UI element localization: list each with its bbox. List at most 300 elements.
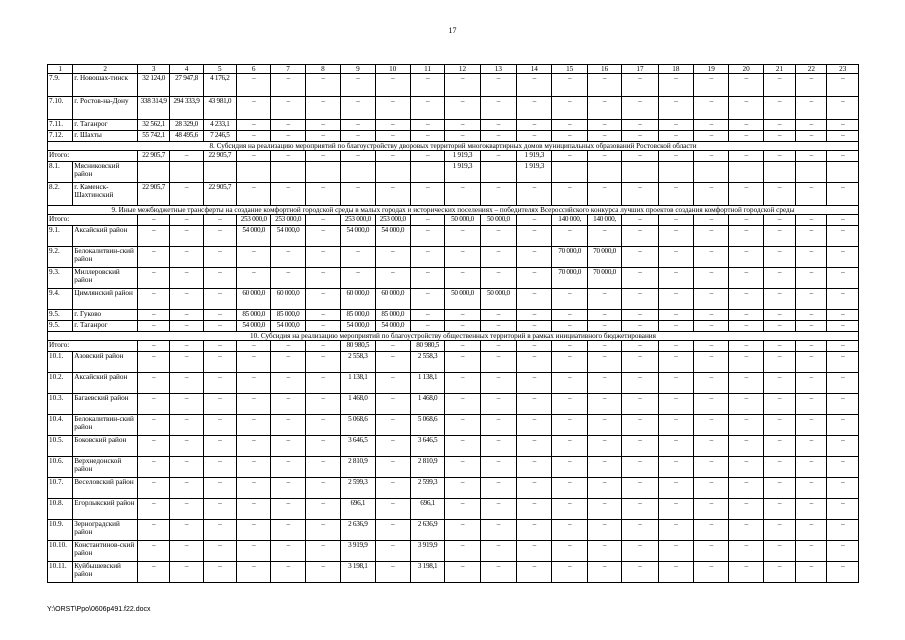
value-cell: – bbox=[694, 131, 729, 142]
value-cell: – bbox=[796, 151, 827, 162]
table-row bbox=[48, 499, 859, 520]
value-cell: – bbox=[237, 183, 271, 206]
value-cell: – bbox=[480, 97, 516, 120]
value-cell: – bbox=[658, 394, 693, 415]
value-cell: – bbox=[587, 415, 621, 436]
value-cell: – bbox=[796, 321, 827, 332]
value-cell: 1 919,3 bbox=[445, 162, 480, 183]
value-cell: – bbox=[137, 215, 169, 226]
value-cell: – bbox=[763, 310, 795, 321]
value-cell: – bbox=[763, 74, 795, 97]
value-cell: – bbox=[341, 131, 375, 142]
column-number-header: 6 bbox=[237, 65, 271, 74]
value-cell: – bbox=[552, 478, 587, 499]
value-cell: 4 233,1 bbox=[203, 120, 236, 131]
value-cell: – bbox=[827, 310, 859, 321]
value-cell: – bbox=[763, 226, 795, 247]
value-cell: – bbox=[552, 457, 587, 478]
value-cell: 140 000, bbox=[552, 215, 587, 226]
value-cell: – bbox=[517, 97, 552, 120]
table-row bbox=[48, 373, 859, 394]
row-number: 10.3. bbox=[48, 394, 73, 415]
value-cell: – bbox=[375, 97, 410, 120]
row-number: 7.12. bbox=[48, 131, 73, 142]
value-cell: – bbox=[237, 457, 271, 478]
value-cell: – bbox=[170, 562, 203, 583]
value-cell: – bbox=[587, 74, 621, 97]
value-cell: – bbox=[410, 74, 444, 97]
value-cell: 80 980,5 bbox=[341, 341, 375, 352]
value-cell: – bbox=[410, 268, 444, 289]
table-row bbox=[48, 321, 859, 332]
value-cell: – bbox=[658, 151, 693, 162]
row-number: 10.8. bbox=[48, 499, 73, 520]
value-cell: – bbox=[170, 341, 203, 352]
value-cell: – bbox=[305, 120, 340, 131]
value-cell: – bbox=[552, 373, 587, 394]
value-cell: – bbox=[587, 183, 621, 206]
municipality-name: г. Каменск-Шахтинский bbox=[73, 183, 138, 206]
value-cell: – bbox=[203, 268, 236, 289]
column-number-header: 12 bbox=[445, 65, 480, 74]
row-number: 10.7. bbox=[48, 478, 73, 499]
value-cell: – bbox=[445, 247, 480, 268]
value-cell: – bbox=[729, 457, 763, 478]
value-cell: – bbox=[480, 499, 516, 520]
value-cell: 48 495,6 bbox=[170, 131, 203, 142]
value-cell: – bbox=[796, 541, 827, 562]
municipality-name: Веселовский район bbox=[73, 478, 138, 499]
value-cell: – bbox=[729, 268, 763, 289]
value-cell: – bbox=[729, 520, 763, 541]
value-cell: 27 947,8 bbox=[170, 74, 203, 97]
municipality-name: г. Гуково bbox=[73, 310, 138, 321]
value-cell: – bbox=[341, 247, 375, 268]
row-number: 7.10. bbox=[48, 97, 73, 120]
value-cell: – bbox=[203, 394, 236, 415]
table-row bbox=[48, 183, 859, 206]
value-cell: 22 905,7 bbox=[203, 151, 236, 162]
value-cell: – bbox=[271, 394, 305, 415]
value-cell: – bbox=[480, 131, 516, 142]
value-cell: 60 000,0 bbox=[237, 289, 271, 310]
value-cell: – bbox=[622, 352, 658, 373]
value-cell bbox=[410, 162, 444, 183]
value-cell: – bbox=[445, 352, 480, 373]
value-cell: – bbox=[445, 436, 480, 457]
value-cell: – bbox=[137, 562, 169, 583]
value-cell: – bbox=[796, 562, 827, 583]
value-cell: – bbox=[827, 226, 859, 247]
value-cell: – bbox=[445, 341, 480, 352]
value-cell: – bbox=[694, 541, 729, 562]
value-cell: – bbox=[729, 120, 763, 131]
value-cell: 54 000,0 bbox=[271, 226, 305, 247]
value-cell: – bbox=[796, 97, 827, 120]
municipality-name: г. Таганрог bbox=[73, 120, 138, 131]
value-cell: – bbox=[305, 457, 340, 478]
value-cell: – bbox=[375, 436, 410, 457]
total-row bbox=[48, 341, 859, 352]
value-cell: – bbox=[170, 520, 203, 541]
value-cell: – bbox=[763, 151, 795, 162]
budget-table bbox=[47, 64, 859, 583]
value-cell: – bbox=[796, 289, 827, 310]
value-cell: – bbox=[622, 268, 658, 289]
municipality-name: г. Новошах-тинск bbox=[73, 74, 138, 97]
value-cell: – bbox=[203, 341, 236, 352]
value-cell: – bbox=[305, 321, 340, 332]
value-cell: – bbox=[763, 97, 795, 120]
value-cell: – bbox=[375, 247, 410, 268]
value-cell: – bbox=[445, 415, 480, 436]
value-cell: – bbox=[237, 131, 271, 142]
value-cell: – bbox=[517, 131, 552, 142]
value-cell: – bbox=[622, 478, 658, 499]
value-cell: – bbox=[658, 183, 693, 206]
value-cell: – bbox=[729, 415, 763, 436]
value-cell: 50 000,0 bbox=[480, 289, 516, 310]
value-cell: – bbox=[827, 97, 859, 120]
value-cell: – bbox=[480, 394, 516, 415]
value-cell: – bbox=[763, 183, 795, 206]
value-cell: – bbox=[796, 215, 827, 226]
value-cell: – bbox=[375, 74, 410, 97]
value-cell: – bbox=[375, 341, 410, 352]
value-cell: – bbox=[694, 183, 729, 206]
value-cell: – bbox=[658, 541, 693, 562]
column-number-header: 18 bbox=[658, 65, 693, 74]
value-cell: – bbox=[694, 415, 729, 436]
value-cell: – bbox=[763, 215, 795, 226]
value-cell bbox=[796, 162, 827, 183]
value-cell: 1 138,1 bbox=[410, 373, 444, 394]
value-cell: – bbox=[271, 151, 305, 162]
value-cell: – bbox=[622, 436, 658, 457]
value-cell: – bbox=[137, 478, 169, 499]
value-cell: – bbox=[445, 373, 480, 394]
value-cell: – bbox=[137, 268, 169, 289]
value-cell: 338 314,9 bbox=[137, 97, 169, 120]
value-cell: – bbox=[375, 478, 410, 499]
section-heading: 10. Субсидия на реализацию мероприятий по благоустройству общественных территорий в рамках инициативного бюджетирования bbox=[48, 332, 859, 341]
total-label: Итого: bbox=[48, 151, 138, 162]
value-cell: – bbox=[552, 151, 587, 162]
value-cell: – bbox=[729, 131, 763, 142]
value-cell: – bbox=[827, 183, 859, 206]
value-cell: – bbox=[170, 541, 203, 562]
value-cell: – bbox=[552, 352, 587, 373]
value-cell: 253 000,0 bbox=[375, 215, 410, 226]
value-cell: – bbox=[271, 520, 305, 541]
file-path-footer: Y:\ORST\Ppo\0606p491.f22.docx bbox=[47, 606, 151, 613]
value-cell: – bbox=[305, 352, 340, 373]
value-cell: – bbox=[341, 120, 375, 131]
value-cell: – bbox=[137, 289, 169, 310]
value-cell: 50 000,0 bbox=[445, 289, 480, 310]
value-cell: – bbox=[622, 373, 658, 394]
section-heading-row bbox=[48, 206, 859, 215]
value-cell: – bbox=[729, 352, 763, 373]
value-cell: – bbox=[729, 341, 763, 352]
value-cell: – bbox=[170, 415, 203, 436]
value-cell: – bbox=[587, 457, 621, 478]
value-cell: – bbox=[480, 436, 516, 457]
value-cell: – bbox=[170, 268, 203, 289]
value-cell: – bbox=[763, 499, 795, 520]
value-cell: – bbox=[271, 478, 305, 499]
table-row bbox=[48, 520, 859, 541]
value-cell: – bbox=[552, 74, 587, 97]
value-cell: – bbox=[237, 373, 271, 394]
value-cell: 22 905,7 bbox=[203, 183, 236, 206]
table-row bbox=[48, 268, 859, 289]
value-cell: – bbox=[658, 478, 693, 499]
value-cell: – bbox=[445, 457, 480, 478]
value-cell: 1 919,3 bbox=[445, 151, 480, 162]
column-number-header: 23 bbox=[827, 65, 859, 74]
value-cell bbox=[341, 162, 375, 183]
value-cell: – bbox=[271, 562, 305, 583]
value-cell: – bbox=[827, 289, 859, 310]
value-cell: 2 558,3 bbox=[410, 352, 444, 373]
value-cell: 140 000, bbox=[587, 215, 621, 226]
value-cell: – bbox=[203, 436, 236, 457]
row-number: 9.2. bbox=[48, 247, 73, 268]
value-cell: – bbox=[587, 120, 621, 131]
value-cell: – bbox=[763, 394, 795, 415]
value-cell: – bbox=[658, 457, 693, 478]
value-cell: – bbox=[796, 436, 827, 457]
value-cell: – bbox=[729, 373, 763, 394]
value-cell: – bbox=[729, 436, 763, 457]
column-number-header: 4 bbox=[170, 65, 203, 74]
value-cell: – bbox=[587, 541, 621, 562]
value-cell: 85 000,0 bbox=[271, 310, 305, 321]
table-row bbox=[48, 415, 859, 436]
value-cell: – bbox=[552, 226, 587, 247]
value-cell: – bbox=[622, 457, 658, 478]
value-cell: – bbox=[480, 321, 516, 332]
value-cell: – bbox=[552, 97, 587, 120]
value-cell: 3 919,9 bbox=[410, 541, 444, 562]
value-cell: – bbox=[480, 520, 516, 541]
value-cell: – bbox=[375, 541, 410, 562]
value-cell: – bbox=[203, 215, 236, 226]
value-cell: – bbox=[763, 436, 795, 457]
value-cell: – bbox=[694, 74, 729, 97]
value-cell: – bbox=[587, 520, 621, 541]
page-number: 17 bbox=[448, 26, 457, 35]
value-cell: 4 176,2 bbox=[203, 74, 236, 97]
value-cell: – bbox=[827, 478, 859, 499]
value-cell: – bbox=[552, 520, 587, 541]
value-cell bbox=[271, 162, 305, 183]
value-cell: – bbox=[827, 457, 859, 478]
value-cell bbox=[237, 162, 271, 183]
value-cell: – bbox=[763, 131, 795, 142]
value-cell: 70 000,0 bbox=[552, 268, 587, 289]
value-cell: – bbox=[552, 541, 587, 562]
value-cell bbox=[658, 162, 693, 183]
value-cell: – bbox=[694, 226, 729, 247]
value-cell: – bbox=[763, 341, 795, 352]
value-cell: – bbox=[480, 268, 516, 289]
value-cell: – bbox=[587, 562, 621, 583]
value-cell: – bbox=[305, 74, 340, 97]
value-cell: – bbox=[763, 373, 795, 394]
value-cell: – bbox=[763, 478, 795, 499]
value-cell: – bbox=[658, 74, 693, 97]
value-cell: – bbox=[137, 457, 169, 478]
value-cell: – bbox=[796, 74, 827, 97]
value-cell: – bbox=[694, 247, 729, 268]
municipality-name: г. Таганрог bbox=[73, 321, 138, 332]
value-cell: 3 198,1 bbox=[410, 562, 444, 583]
value-cell: 5 068,6 bbox=[341, 415, 375, 436]
value-cell: – bbox=[658, 499, 693, 520]
value-cell: – bbox=[305, 97, 340, 120]
value-cell: – bbox=[271, 120, 305, 131]
table-row bbox=[48, 120, 859, 131]
value-cell: 85 000,0 bbox=[237, 310, 271, 321]
value-cell: – bbox=[271, 247, 305, 268]
value-cell: 70 000,0 bbox=[587, 268, 621, 289]
value-cell: – bbox=[729, 310, 763, 321]
value-cell: – bbox=[517, 183, 552, 206]
value-cell: – bbox=[480, 151, 516, 162]
value-cell: – bbox=[341, 268, 375, 289]
value-cell: 54 000,0 bbox=[375, 226, 410, 247]
value-cell: – bbox=[694, 321, 729, 332]
value-cell: – bbox=[658, 373, 693, 394]
value-cell: – bbox=[827, 520, 859, 541]
municipality-name: Куйбышевский район bbox=[73, 562, 138, 583]
value-cell: – bbox=[480, 226, 516, 247]
municipality-name: Миллеровский район bbox=[73, 268, 138, 289]
value-cell: – bbox=[237, 97, 271, 120]
column-number-header: 16 bbox=[587, 65, 621, 74]
value-cell: 43 981,0 bbox=[203, 97, 236, 120]
value-cell: – bbox=[622, 341, 658, 352]
value-cell: 3 646,5 bbox=[341, 436, 375, 457]
value-cell: – bbox=[622, 289, 658, 310]
section-heading: 8. Субсидия на реализацию мероприятий по благоустройству дворовых территорий многоквартирных домов муниципальных образований Ростовской области bbox=[48, 142, 859, 151]
value-cell: – bbox=[796, 415, 827, 436]
value-cell: – bbox=[729, 247, 763, 268]
value-cell: – bbox=[622, 541, 658, 562]
value-cell: – bbox=[694, 520, 729, 541]
value-cell: – bbox=[137, 352, 169, 373]
value-cell: – bbox=[237, 520, 271, 541]
value-cell: – bbox=[622, 183, 658, 206]
value-cell: – bbox=[658, 352, 693, 373]
value-cell: 22 905,7 bbox=[137, 151, 169, 162]
municipality-name: Белокалитвин-ский район bbox=[73, 247, 138, 268]
row-number: 9.5. bbox=[48, 321, 73, 332]
value-cell: 85 000,0 bbox=[341, 310, 375, 321]
value-cell: – bbox=[305, 341, 340, 352]
value-cell: 54 000,0 bbox=[341, 226, 375, 247]
value-cell: – bbox=[827, 499, 859, 520]
value-cell: – bbox=[203, 415, 236, 436]
value-cell: 54 000,0 bbox=[271, 321, 305, 332]
value-cell: – bbox=[517, 352, 552, 373]
value-cell: – bbox=[729, 321, 763, 332]
value-cell: – bbox=[305, 499, 340, 520]
value-cell: – bbox=[763, 415, 795, 436]
value-cell: – bbox=[480, 74, 516, 97]
value-cell: – bbox=[729, 541, 763, 562]
value-cell: – bbox=[375, 151, 410, 162]
value-cell: – bbox=[480, 183, 516, 206]
value-cell: – bbox=[729, 226, 763, 247]
value-cell: – bbox=[170, 321, 203, 332]
value-cell: – bbox=[587, 321, 621, 332]
value-cell: – bbox=[445, 131, 480, 142]
value-cell: – bbox=[445, 120, 480, 131]
value-cell: – bbox=[622, 562, 658, 583]
municipality-name: Азовский район bbox=[73, 352, 138, 373]
value-cell: – bbox=[271, 131, 305, 142]
value-cell: – bbox=[517, 541, 552, 562]
value-cell: – bbox=[587, 499, 621, 520]
value-cell: 54 000,0 bbox=[237, 226, 271, 247]
value-cell: 2 636,9 bbox=[341, 520, 375, 541]
value-cell: – bbox=[796, 310, 827, 321]
value-cell bbox=[375, 162, 410, 183]
value-cell bbox=[694, 162, 729, 183]
row-number: 10.9. bbox=[48, 520, 73, 541]
value-cell: – bbox=[729, 394, 763, 415]
value-cell: – bbox=[271, 436, 305, 457]
row-number: 10.5. bbox=[48, 436, 73, 457]
value-cell: 696,1 bbox=[410, 499, 444, 520]
value-cell: 2 599,3 bbox=[410, 478, 444, 499]
column-number-header: 1 bbox=[48, 65, 73, 74]
value-cell: 50 000,0 bbox=[445, 215, 480, 226]
column-number-header: 2 bbox=[73, 65, 138, 74]
value-cell: – bbox=[445, 74, 480, 97]
value-cell: – bbox=[375, 373, 410, 394]
value-cell: – bbox=[517, 520, 552, 541]
value-cell: – bbox=[203, 499, 236, 520]
value-cell: 2 810,9 bbox=[341, 457, 375, 478]
value-cell: 60 000,0 bbox=[271, 289, 305, 310]
value-cell: – bbox=[517, 478, 552, 499]
municipality-name: Егорлыкский район bbox=[73, 499, 138, 520]
row-number: 10.11. bbox=[48, 562, 73, 583]
value-cell: – bbox=[137, 321, 169, 332]
value-cell: 2 599,3 bbox=[341, 478, 375, 499]
value-cell: – bbox=[796, 499, 827, 520]
value-cell: – bbox=[237, 415, 271, 436]
value-cell: – bbox=[622, 310, 658, 321]
table-row bbox=[48, 97, 859, 120]
value-cell: – bbox=[517, 341, 552, 352]
column-number-header: 20 bbox=[729, 65, 763, 74]
value-cell: – bbox=[658, 520, 693, 541]
value-cell: – bbox=[694, 341, 729, 352]
row-number: 10.4. bbox=[48, 415, 73, 436]
section-heading-row bbox=[48, 332, 859, 341]
value-cell: – bbox=[827, 415, 859, 436]
value-cell: – bbox=[517, 215, 552, 226]
municipality-name: Верхнедонской район bbox=[73, 457, 138, 478]
value-cell: – bbox=[729, 289, 763, 310]
value-cell bbox=[729, 162, 763, 183]
value-cell: – bbox=[410, 310, 444, 321]
